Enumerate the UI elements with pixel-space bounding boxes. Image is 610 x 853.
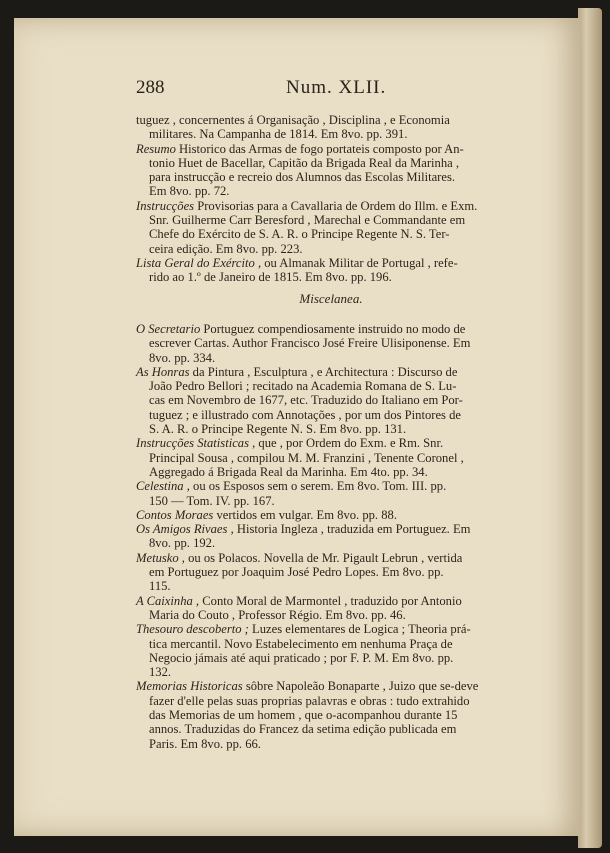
entry-line: [136, 551, 526, 565]
entry-text: ou os Esposos sem o serem. Em 8vo. Tom. III. pp.: [189, 479, 447, 494]
entry-text: ceira edição. Em 8vo. pp. 223.: [149, 241, 303, 256]
entry-text: vertidos em vulgar. Em 8vo. pp. 88.: [213, 507, 397, 522]
entry-line: [136, 522, 526, 536]
entry-text: 115.: [149, 579, 171, 594]
entry-line: [136, 594, 526, 608]
entry-line: [136, 451, 526, 465]
entry-title: Lista Geral do Exército ,: [136, 255, 262, 270]
entry-line: [136, 579, 526, 593]
bibliography-entry: [136, 322, 526, 365]
entry-text: sôbre Napoleão Bonaparte , Juizo que se-deve: [242, 679, 479, 694]
entry-line: [136, 170, 526, 184]
entry-line: [136, 694, 526, 708]
entry-text: Em 8vo. pp. 72.: [149, 184, 230, 199]
entry-line: [136, 393, 526, 407]
entry-text: Negocio jámais até aqui praticado ; por F. P. M. Em 8vo. pp.: [149, 650, 454, 665]
entry-line: [136, 270, 526, 284]
entry-line: [136, 242, 526, 256]
entry-line: [136, 536, 526, 550]
entry-line: [136, 737, 526, 751]
entry-text: em Portuguez por Joaquim José Pedro Lopes. Em 8vo. pp.: [149, 565, 444, 580]
entry-text: cas em Novembro de 1677, etc. Traduzido do Italiano em Por-: [149, 393, 463, 408]
entry-line: [136, 494, 526, 508]
entry-line: [136, 199, 526, 213]
entry-title: Os Amigos Rivaes ,: [136, 522, 234, 537]
entry-line: [136, 436, 526, 450]
entry-line: [136, 479, 526, 493]
bibliography-entry: [136, 199, 526, 256]
entry-text: Historia Ingleza , traduzida em Portuguez. Em: [233, 522, 471, 537]
entry-text: tica mercantil. Novo Estabelecimento em nenhuma Praça de: [149, 636, 453, 651]
entry-text: tuguez ; e illustrado com Annotações , por um dos Pintores de: [149, 407, 461, 422]
entry-line: [136, 322, 526, 336]
entry-line: [136, 227, 526, 241]
entry-text: 8vo. pp. 334.: [149, 350, 216, 365]
entry-text: Conto Moral de Marmontel , traduzido por Antonio: [199, 593, 462, 608]
page-number: 288: [136, 77, 165, 98]
miscellany-entries: [136, 322, 526, 751]
entry-text: ou Almanak Militar de Portugal , refe-: [261, 255, 458, 270]
entry-line: [136, 379, 526, 393]
entry-text: fazer d'elle pelas suas proprias palavras e obras : tudo extrahido: [149, 693, 470, 708]
section-title: Miscelanea.: [299, 291, 363, 306]
entry-line: [136, 679, 526, 693]
entry-line: [136, 156, 526, 170]
bibliography-entry: [136, 365, 526, 436]
entry-line: [136, 336, 526, 350]
entry-line: [136, 508, 526, 522]
page-edge: [578, 8, 602, 848]
entry-title: Instrucções: [136, 198, 195, 213]
entry-line: [136, 608, 526, 622]
entry-line: [136, 127, 526, 141]
bibliography-entry: [136, 436, 526, 479]
entry-title: O Secretario: [136, 322, 201, 336]
entry-line: [136, 565, 526, 579]
entry-text: das Memorias de um homem , que o-acompanhou durante 15: [149, 708, 458, 723]
entry-text: que , por Ordem do Exm. e Rm. Snr.: [255, 436, 444, 451]
entry-text: Provisorias para a Cavallaria de Ordem do Illm. e Exm.: [194, 198, 478, 213]
bibliography-entry: [136, 522, 526, 551]
entry-line: [136, 213, 526, 227]
entry-line: [136, 365, 526, 379]
entry-line: [136, 256, 526, 270]
entry-title: Instrucções Statisticas ,: [136, 436, 256, 451]
entry-line: [136, 665, 526, 679]
entry-line: [136, 722, 526, 736]
entry-line: [136, 622, 526, 636]
entry-line: [136, 113, 526, 127]
page-header: [136, 77, 516, 107]
entry-text: da Pintura , Esculptura , e Architectura : Discurso de: [189, 364, 458, 379]
entry-title: Metusko ,: [136, 550, 185, 565]
entry-title: A Caixinha ,: [136, 593, 200, 608]
entry-text: annos. Traduzidas do Francez da setima edição publicada em: [149, 722, 457, 737]
bibliography-entry: [136, 679, 526, 750]
bibliography-entry: [136, 142, 526, 199]
entry-title: Celestina ,: [136, 479, 190, 494]
entry-title: Thesouro descoberto ;: [136, 622, 249, 637]
entry-text: Portuguez compendiosamente instruido no modo de: [200, 322, 466, 336]
entry-line: [136, 708, 526, 722]
entry-text: João Pedro Bellori ; recitado na Academia Romana de S. Lu-: [149, 379, 457, 394]
entry-text: Snr. Guilherme Carr Beresford , Marechal e Commandante em: [149, 213, 466, 228]
entry-text: militares. Na Campanha de 1814. Em 8vo. pp. 391.: [149, 127, 408, 142]
entry-line: [136, 351, 526, 365]
entry-title: Contos Moraes: [136, 507, 214, 522]
entry-line: [136, 637, 526, 651]
bibliography-entry: [136, 508, 526, 522]
entry-text: Paris. Em 8vo. pp. 66.: [149, 736, 261, 751]
bibliography-entry: [136, 479, 526, 508]
entry-text: escrever Cartas. Author Francisco José Freire Ulisiponense. Em: [149, 336, 471, 351]
entry-text: ou os Polacos. Novella de Mr. Pigault Lebrun , vertida: [184, 550, 463, 565]
entry-text: 132.: [149, 665, 172, 680]
entry-line: [136, 422, 526, 436]
entry-line: [136, 184, 526, 198]
entry-text: Maria do Couto , Professor Régio. Em 8vo. pp. 46.: [149, 607, 406, 622]
entry-text: tuguez , concernentes á Organisação , Disciplina , e Economia: [136, 113, 450, 127]
bibliography-entry: [136, 256, 526, 285]
entry-text: Luzes elementares de Logica ; Theoria prá-: [248, 622, 471, 637]
bibliography-entry: [136, 113, 526, 142]
entry-text: S. A. R. o Principe Regente N. S. Em 8vo. pp. 131.: [149, 422, 407, 437]
entry-title: Resumo: [136, 141, 176, 156]
entry-line: [136, 651, 526, 665]
military-entries: [136, 113, 526, 285]
entry-text: Chefe do Exército de S. A. R. o Principe Regente N. S. Ter-: [149, 227, 450, 242]
entry-text: Aggregado á Brigada Real da Marinha. Em 4to. pp. 34.: [149, 464, 428, 479]
entry-title: As Honras: [136, 364, 190, 379]
bibliography-entry: [136, 594, 526, 623]
entry-text: Principal Sousa , compilou M. M. Franzini , Tenente Coronel ,: [149, 450, 464, 465]
entry-text: rido ao 1.º de Janeiro de 1815. Em 8vo. pp. 196.: [149, 270, 392, 285]
entry-text: Historico das Armas de fogo portateis composto por An-: [175, 141, 464, 156]
entry-title: Memorias Historicas: [136, 679, 243, 694]
issue-title: Num. XLII.: [286, 77, 387, 98]
entry-text: 150 — Tom. IV. pp. 167.: [149, 493, 275, 508]
entry-text: 8vo. pp. 192.: [149, 536, 216, 551]
bibliography-entry: [136, 551, 526, 594]
entry-text: para instrucção e recreio dos Alumnos das Escolas Militares.: [149, 170, 456, 185]
entry-text: tonio Huet de Bacellar, Capitão da Brigada Real da Marinha ,: [149, 155, 460, 170]
entry-line: [136, 142, 526, 156]
entry-line: [136, 465, 526, 479]
entry-line: [136, 408, 526, 422]
bibliography-entry: [136, 622, 526, 679]
